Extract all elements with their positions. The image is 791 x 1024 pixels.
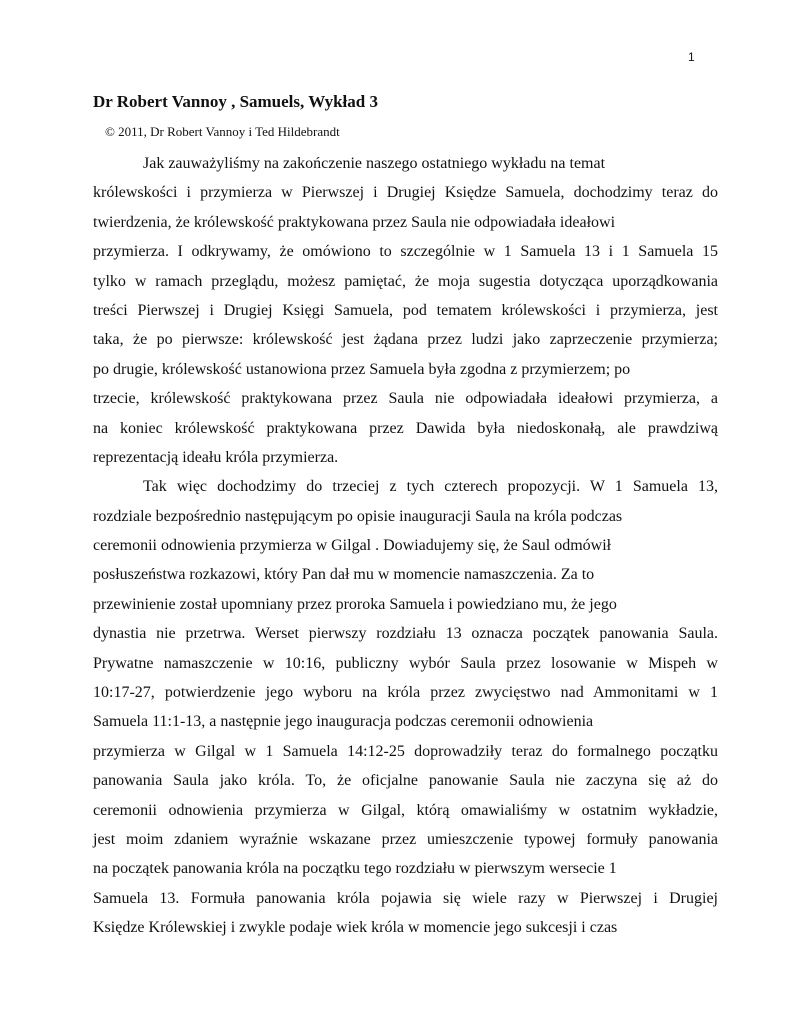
text-line: taka, że po pierwsze: królewskość jest żądana przez ludzi jako zaprzeczenie przymierza; [93, 331, 718, 349]
text-line: przymierza w Gilgal w 1 Samuela 14:12-25 doprowadziły teraz do formalnego początku [93, 742, 718, 760]
text-line: przewinienie został upomniany przez proroka Samuela i powiedziano mu, że jego [93, 595, 617, 613]
text-line: Prywatne namaszczenie w 10:16, publiczny wybór Saula przez losowanie w Mispeh w [93, 654, 718, 672]
text-line: ceremonii odnowienia przymierza w Gilgal . Dowiadujemy się, że Saul odmówił [93, 537, 612, 555]
text-line: jest moim zdaniem wyraźnie wskazane przez umieszczenie typowej formuły panowania [93, 830, 718, 848]
paragraph-1 [93, 149, 718, 472]
text-line: treści Pierwszej i Drugiej Księgi Samuela, pod tematem królewskości i przymierza, jest [93, 301, 718, 319]
text-line: po drugie, królewskość ustanowiona przez Samuela była zgodna z przymierzem; po [93, 360, 631, 378]
text-line: tylko w ramach przeglądu, możesz pamiętać, że moja sugestia dotycząca uporządkowania [93, 272, 718, 290]
text-line: na początek panowania króla na początku tego rozdziału w pierwszym wersecie 1 [93, 860, 617, 878]
text-line: Samuela 13. Formuła panowania króla pojawia się wiele razy w Pierwszej i Drugiej [93, 889, 718, 907]
text-line: twierdzenia, że królewskość praktykowana przez Saula nie odpowiadała ideałowi [93, 213, 616, 231]
text-line: królewskości i przymierza w Pierwszej i Drugiej Księdze Samuela, dochodzimy teraz do [93, 184, 718, 202]
text-line: rozdziale bezpośrednio następującym po opisie inauguracji Saula na króla podczas [93, 507, 623, 525]
text-line: Samuela 11:1-13, a następnie jego inauguracja podczas ceremonii odnowienia [93, 713, 594, 731]
text-line: na koniec królewskość praktykowana przez Dawida była niedoskonałą, ale prawdziwą [93, 419, 718, 437]
text-line: dynastia nie przetrwa. Werset pierwszy rozdziału 13 oznacza początek panowania Saula. [93, 625, 718, 643]
text-line: przymierza. I odkrywamy, że omówiono to szczególnie w 1 Samuela 13 i 1 Samuela 15 [93, 243, 718, 261]
document-body [93, 149, 718, 943]
text-line: 10:17-27, potwierdzenie jego wyboru na króla przez zwycięstwo nad Ammonitami w 1 [93, 684, 718, 702]
document-title: Dr Robert Vannoy , Samuels, Wykład 3 [93, 92, 378, 111]
text-line: ceremonii odnowienia przymierza w Gilgal, którą omawialiśmy w ostatnim wykładzie, [93, 801, 718, 819]
text-line: panowania Saula jako króla. To, że oficjalne panowanie Saula nie zaczyna się aż do [93, 772, 718, 790]
text-line: Tak więc dochodzimy do trzeciej z tych czterech propozycji. W 1 Samuela 13, [143, 478, 718, 496]
text-line: Księdze Królewskiej i zwykle podaje wiek króla w momencie jego sukcesji i czas [93, 919, 618, 937]
text-line: posłuszeństwa rozkazowi, który Pan dał mu w momencie namaszczenia. Za to [93, 566, 595, 584]
page-number: 1 [688, 50, 695, 64]
text-line: trzecie, królewskość praktykowana przez Saula nie odpowiadała ideałowi przymierza, a [93, 390, 718, 408]
copyright-notice: © 2011, Dr Robert Vannoy i Ted Hildebrandt [105, 124, 340, 139]
text-line: Jak zauważyliśmy na zakończenie naszego ostatniego wykładu na temat [143, 155, 606, 172]
paragraph-2 [93, 472, 718, 942]
text-line: reprezentacją ideału króla przymierza. [93, 448, 339, 466]
